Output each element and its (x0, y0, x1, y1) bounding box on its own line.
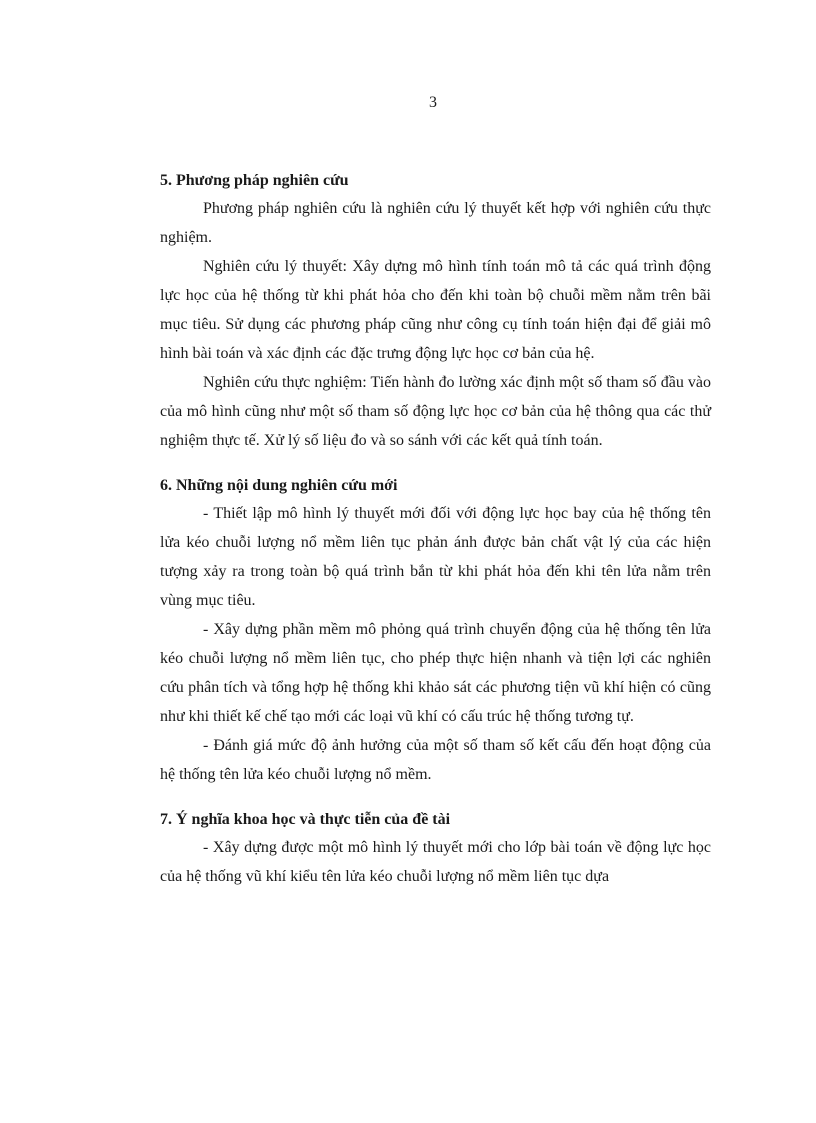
paragraph: - Xây dựng được một mô hình lý thuyết mới cho lớp bài toán về động lực học của hệ thống vũ khí kiểu tên lửa kéo chuỗi lượng nổ mềm liên tục dựa (160, 839, 711, 885)
section-heading: 5. Phương pháp nghiên cứu (160, 172, 349, 189)
page-number: 3 (429, 94, 437, 111)
paragraph: Nghiên cứu thực nghiệm: Tiến hành đo lường xác định một số tham số đầu vào của mô hình cũng như một số tham số động lực học cơ bản của hệ thông qua các thử nghiệm thực tế. Xử lý số liệu đo và so sánh với các kết quả tính toán. (160, 374, 711, 449)
paragraph: - Thiết lập mô hình lý thuyết mới đối với động lực học bay của hệ thống tên lửa kéo chuỗi lượng nổ mềm liên tục phản ánh được bản chất vật lý của các hiện tượng xảy ra trong toàn bộ quá trình bắn từ khi phát hỏa đến khi tên lửa nằm trên vùng mục tiêu. (160, 505, 711, 609)
paragraph: - Đánh giá mức độ ảnh hưởng của một số tham số kết cấu đến hoạt động của hệ thống tên lửa kéo chuỗi lượng nổ mềm. (160, 737, 711, 783)
document-body (160, 168, 711, 891)
paragraph: - Xây dựng phần mềm mô phỏng quá trình chuyển động của hệ thống tên lửa kéo chuỗi lượng nổ mềm liên tục, cho phép thực hiện nhanh và tiện lợi các nghiên cứu phân tích và tổng hợp hệ thống khi khảo sát các phương tiện vũ khí hiện có cũng như khi thiết kế chế tạo mới các loại vũ khí có cấu trúc hệ thống tương tự. (160, 621, 711, 725)
paragraph: Nghiên cứu lý thuyết: Xây dựng mô hình tính toán mô tả các quá trình động lực học của hệ thống từ khi phát hỏa cho đến khi toàn bộ chuỗi mềm nằm trên bãi mục tiêu. Sử dụng các phương pháp cũng như công cụ tính toán hiện đại để giải mô hình bài toán và xác định các đặc trưng động lực học cơ bản của hệ. (160, 258, 711, 362)
section-scientific-significance (160, 807, 711, 891)
section-heading: 6. Những nội dung nghiên cứu mới (160, 477, 398, 494)
section-heading: 7. Ý nghĩa khoa học và thực tiễn của đề tài (160, 811, 451, 828)
paragraph: Phương pháp nghiên cứu là nghiên cứu lý thuyết kết hợp với nghiên cứu thực nghiệm. (160, 200, 711, 246)
section-research-methods (160, 168, 711, 455)
section-new-research-contents (160, 473, 711, 789)
